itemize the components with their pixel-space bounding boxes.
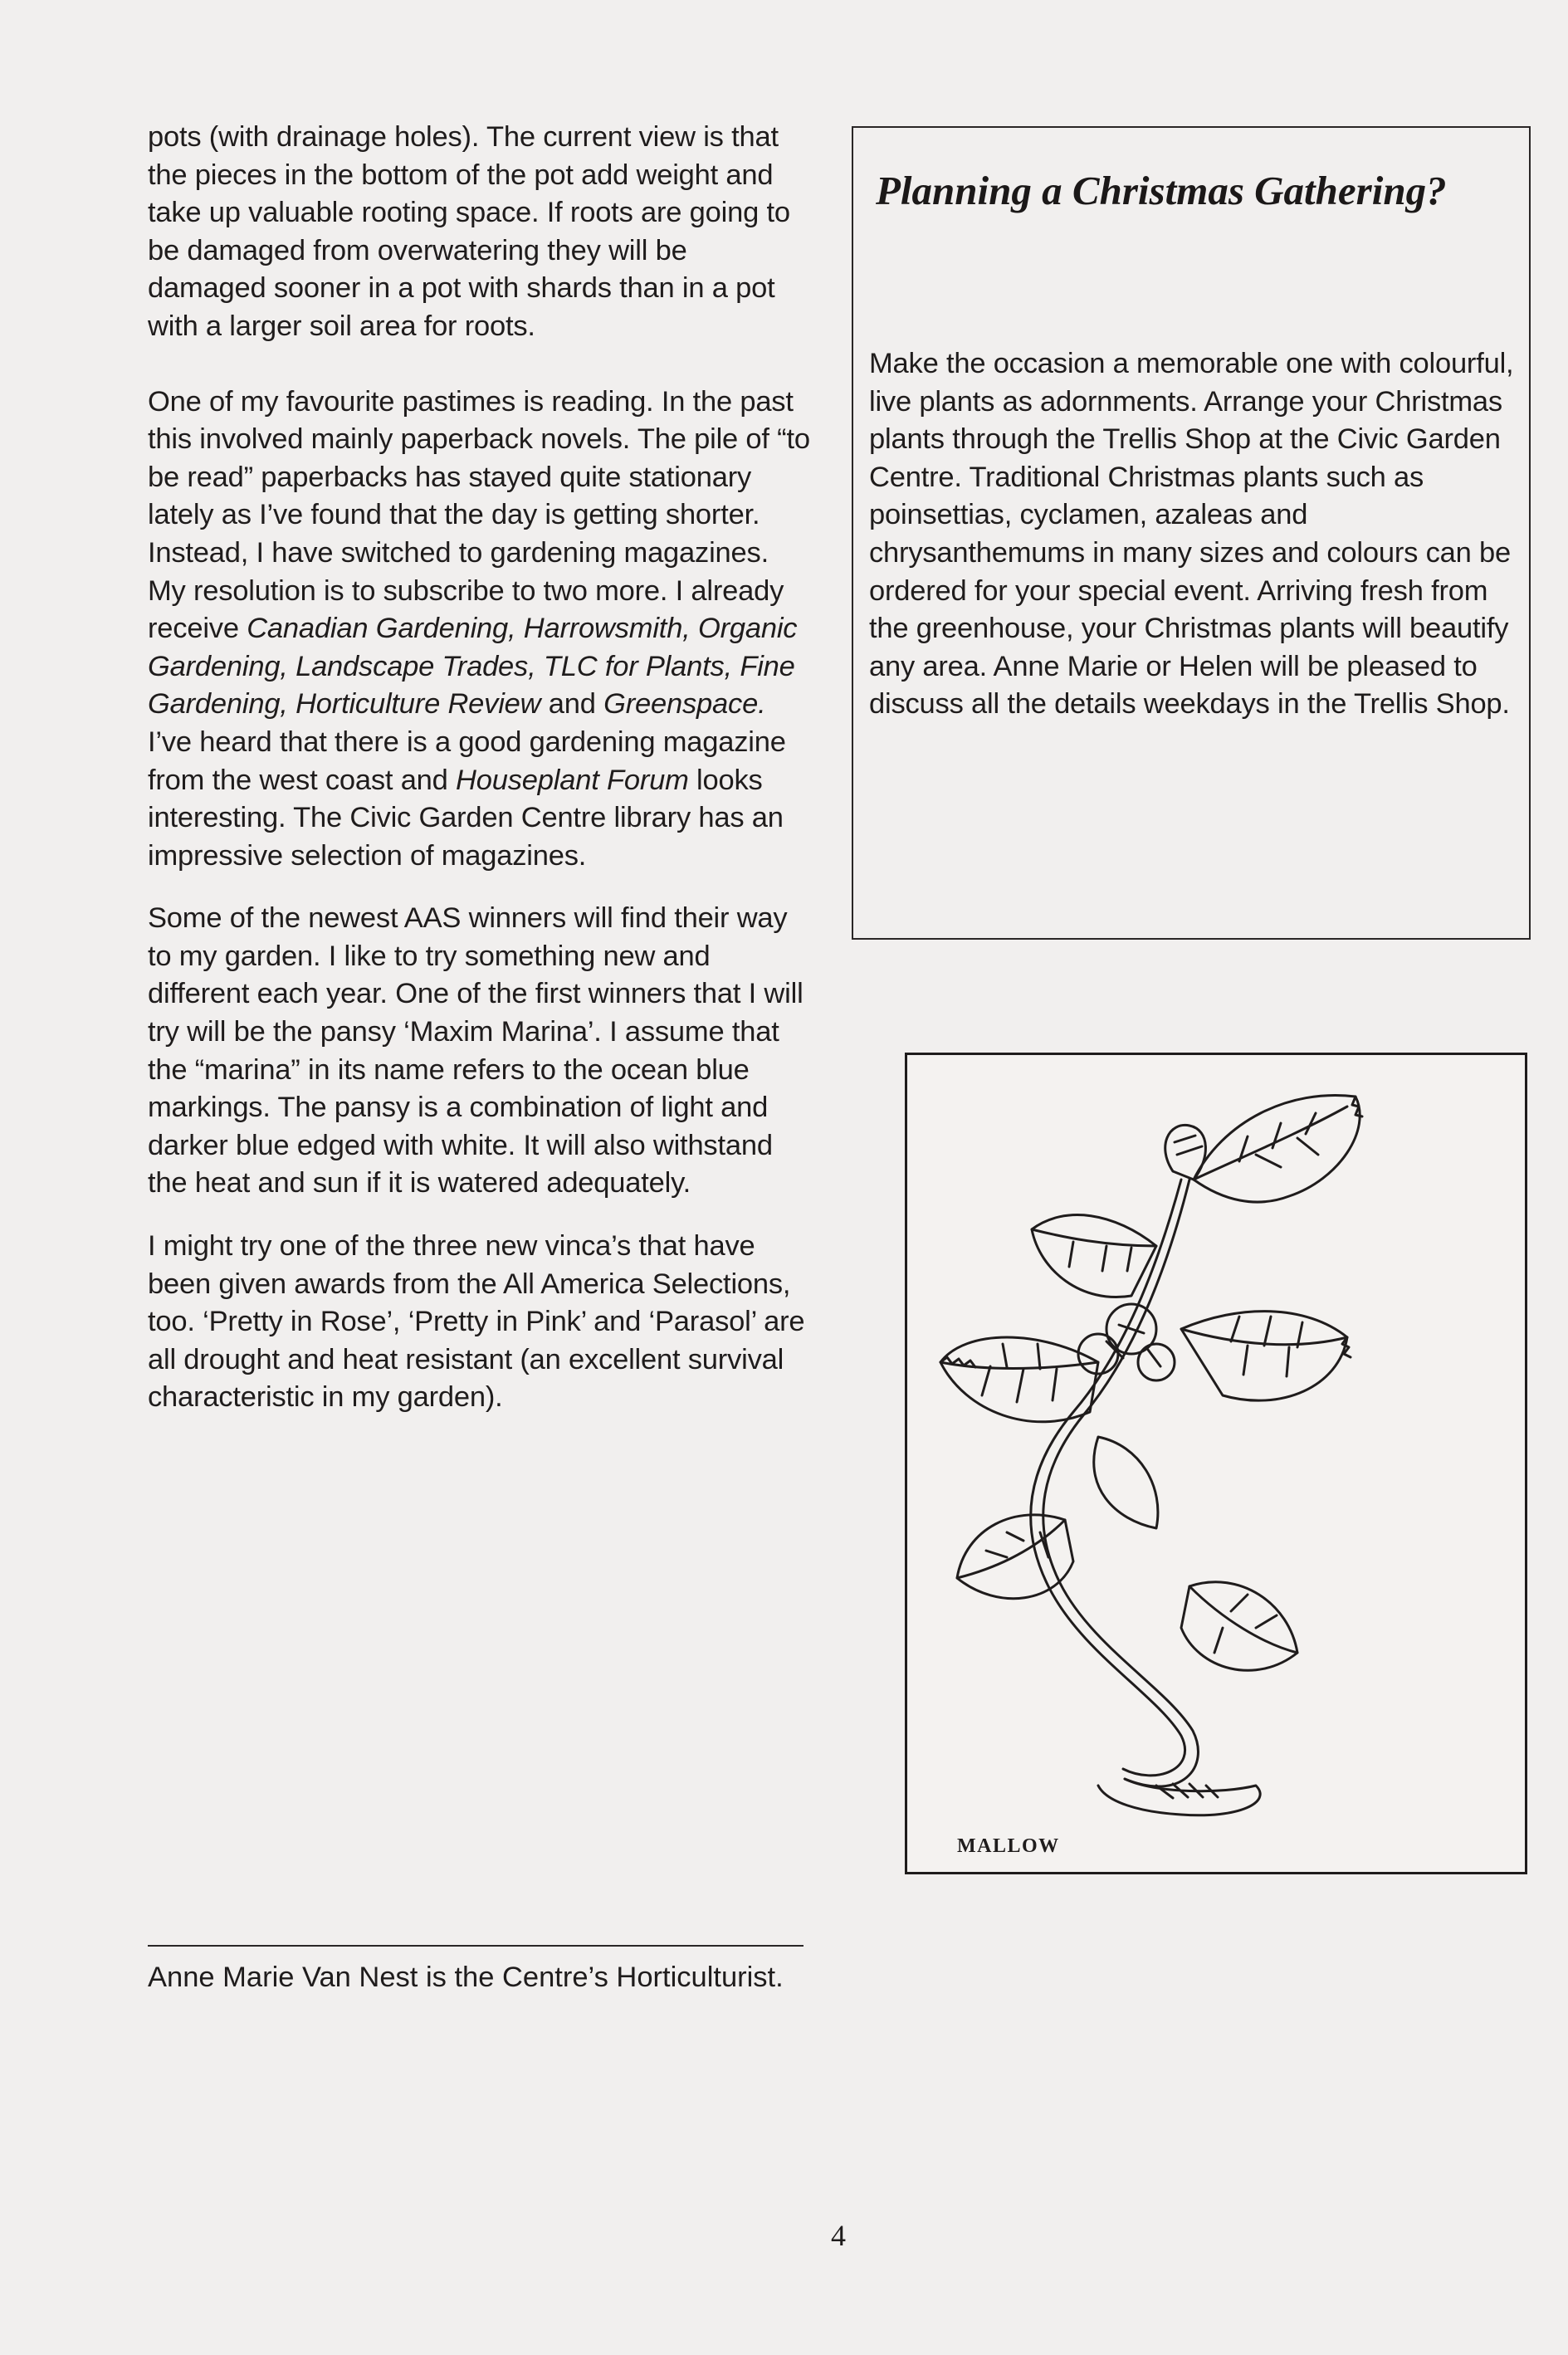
paragraph-reading <box>148 384 812 876</box>
christmas-sidebar-box <box>852 126 1531 940</box>
page-number: 4 <box>831 2219 846 2252</box>
magazine-greenspace: Greenspace. <box>603 688 766 721</box>
paragraph-aas-winners: Some of the newest AAS winners will find their way to my garden. I like to try something new and different each year. One of the first winners that I will try will be the pansy ‘Maxim Marina’. I assume that the “marina” in its name refers to the ocean blue markings. The pansy is a combination of light and darker blue edged with white. It will also withstand the heat and sun if it is watered adequately. <box>148 902 804 1199</box>
reading-text-c: I’ve heard that there is a good gardening magazine from the west coast and <box>148 726 786 796</box>
paragraph-pots: pots (with drainage holes). The current view is that the pieces in the bottom of the pot add weight and take up valuable rooting space. If roots are going to be damaged from overwatering they will be damaged sooner in a pot with shards than in a pot with a larger soil area for roots. <box>148 121 790 342</box>
sidebar-title: Planning a Christmas Gathering? <box>876 168 1447 213</box>
reading-text-d: looks interesting. The Civic Garden Centre library has an impressive selection of magazines. <box>148 764 784 872</box>
author-bio: Anne Marie Van Nest is the Centre’s Horticulturist. <box>148 1962 784 1993</box>
mallow-plant-icon <box>907 1055 1525 1872</box>
illustration-caption: MALLOW <box>957 1835 1060 1857</box>
mallow-illustration-frame <box>905 1053 1527 1874</box>
author-divider <box>148 1945 804 1947</box>
sidebar-body: Make the occasion a memorable one with colourful, live plants as adornments. Arrange your Christmas plants through the Trellis Shop at the Civic Garden Centre. Traditional Christmas plants such as poinsettias, cyclamen, azaleas and chrysanthemums in many sizes and colours can be ordered for your special event. Arriving fresh from the greenhouse, your Christmas plants will beautify any area. Anne Marie or Helen will be pleased to discuss all the details weekdays in the Trellis Shop. <box>869 348 1514 721</box>
magazine-list: Canadian Gardening, Harrowsmith, Organic Gardening, Landscape Trades, TLC for Plants, Fine Gardening, Horticulture Review <box>148 613 798 721</box>
magazine-houseplant-forum: Houseplant Forum <box>456 764 689 796</box>
left-column <box>148 119 812 1454</box>
paragraph-vinca: I might try one of the three new vinca’s that have been given awards from the All America Selections, too. ‘Pretty in Rose’, ‘Pretty in Pink’ and ‘Parasol’ are all drought and heat resistant (an excellent survival characteristic in my garden). <box>148 1230 805 1414</box>
reading-text-a: One of my favourite pastimes is reading. In the past this involved mainly paperback novels. The pile of “to be read” paperbacks has stayed quite stationary lately as I’ve found that the day is getting shorter. Instead, I have switched to gardening magazines. My resolution is to subscribe to two more. I already receive <box>148 385 810 645</box>
reading-text-b: and <box>540 688 604 721</box>
